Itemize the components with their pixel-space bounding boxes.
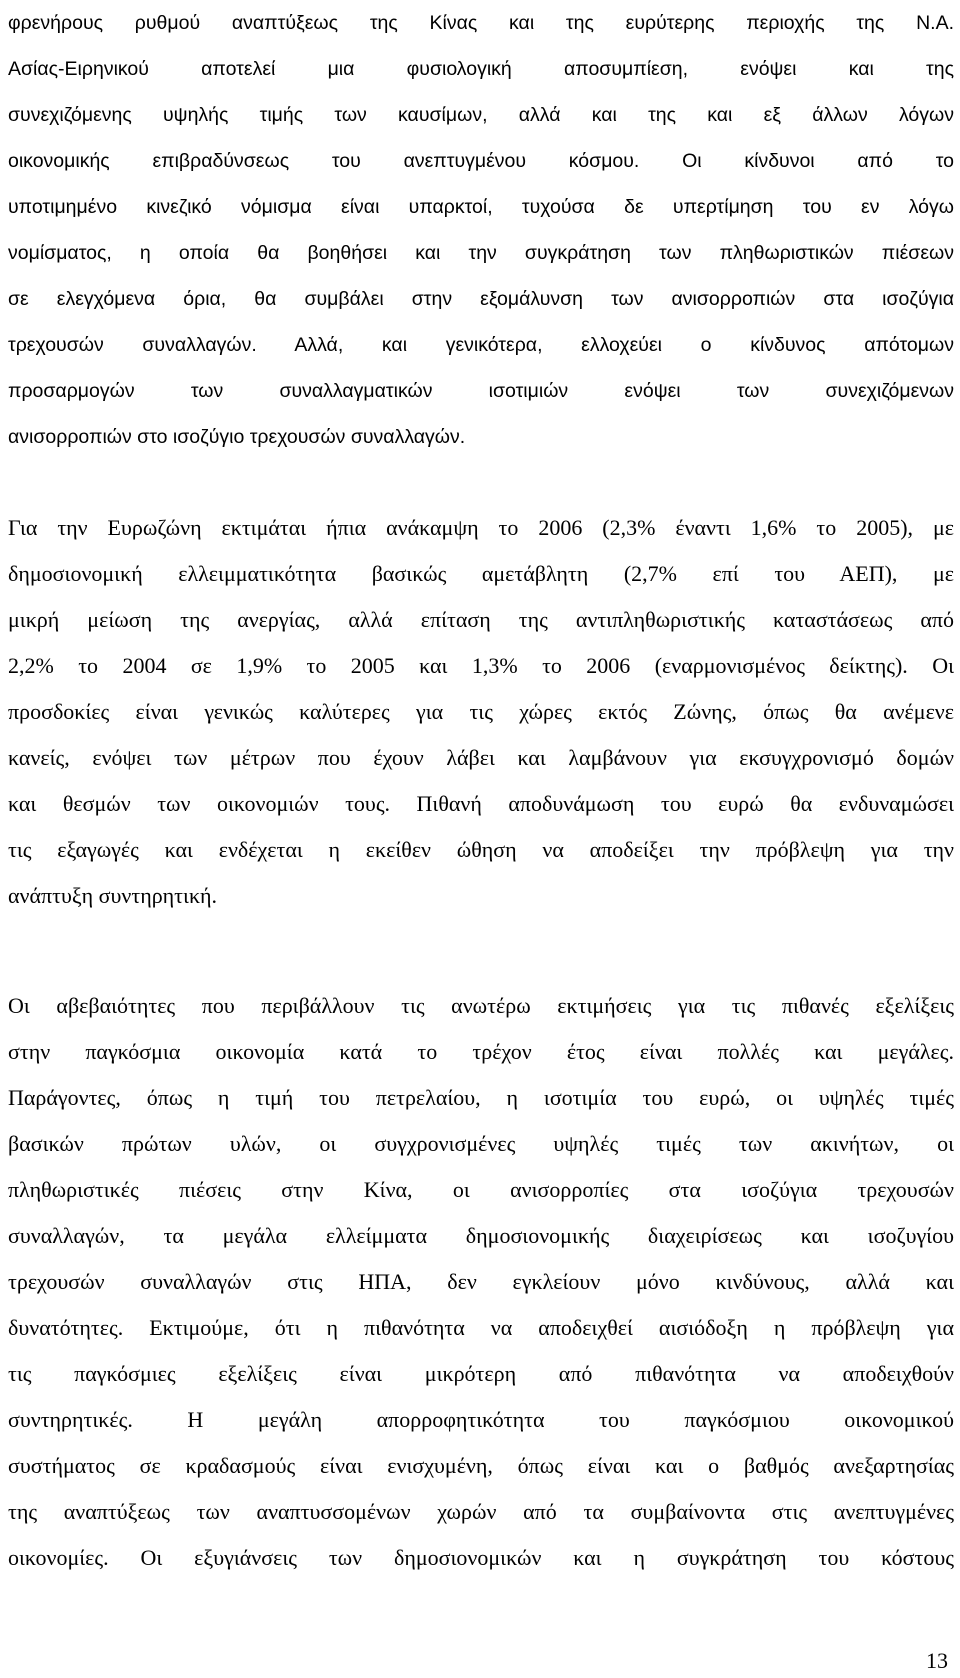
text-line: σε ελεγχόμενα όρια, θα συμβάλει στην εξομάλυνση των ανισορροπιών στα ισοζύγια bbox=[8, 288, 954, 310]
text-line: τρεχουσών συναλλαγών. Αλλά, και γενικότερα, ελλοχεύει ο κίνδυνος απότομων bbox=[8, 334, 954, 356]
text-line: προσαρμογών των συναλλαγματικών ισοτιμιών ενόψει των συνεχιζόμενων bbox=[8, 380, 954, 402]
text-line: δημοσιονομική ελλειμματικότητα βασικώς αμετάβλητη (2,7% επί του ΑΕΠ), με bbox=[8, 561, 954, 586]
text-line: 2,2% το 2004 σε 1,9% το 2005 και 1,3% το 2006 (εναρμονισμένος δείκτης). Οι bbox=[8, 653, 954, 678]
text-line: βασικών πρώτων υλών, οι συγχρονισμένες υψηλές τιμές των ακινήτων, οι bbox=[8, 1131, 954, 1156]
text-line: κανείς, ενόψει των μέτρων που έχουν λάβει και λαμβάνουν για εκσυγχρονισμό δομών bbox=[8, 745, 954, 770]
text-line: πληθωριστικές πιέσεις στην Κίνα, οι ανισορροπίες στα ισοζύγια τρεχουσών bbox=[8, 1177, 954, 1202]
text-line: Ασίας-Ειρηνικού αποτελεί μια φυσιολογική αποσυμπίεση, ενόψει και της bbox=[8, 58, 954, 80]
paragraph-uncertainties bbox=[8, 983, 954, 1581]
paragraph-eurozone bbox=[8, 505, 954, 919]
text-line: Παράγοντες, όπως η τιμή του πετρελαίου, η ισοτιμία του ευρώ, οι υψηλές τιμές bbox=[8, 1085, 954, 1110]
text-line: συντηρητικές. Η μεγάλη απορροφητικότητα του παγκόσμιου οικονομικού bbox=[8, 1407, 954, 1432]
page-number: 13 bbox=[926, 1648, 948, 1673]
text-line: ανάπτυξη συντηρητική. bbox=[8, 883, 218, 908]
text-line: Για την Ευρωζώνη εκτιμάται ήπια ανάκαμψη το 2006 (2,3% έναντι 1,6% το 2005), με bbox=[8, 515, 954, 540]
text-line: Οι αβεβαιότητες που περιβάλλουν τις ανωτέρω εκτιμήσεις για τις πιθανές εξελίξεις bbox=[8, 993, 954, 1018]
text-line: ανισορροπιών στο ισοζύγιο τρεχουσών συναλλαγών. bbox=[8, 426, 466, 448]
text-line: τρεχουσών συναλλαγών στις ΗΠΑ, δεν εγκλείουν μόνο κινδύνους, αλλά και bbox=[8, 1269, 954, 1294]
paragraph-china-asia-pacific bbox=[8, 0, 954, 460]
text-line: της αναπτύξεως των αναπτυσσομένων χωρών από τα συμβαίνοντα στις ανεπτυγμένες bbox=[8, 1499, 954, 1524]
text-line: φρενήρους ρυθμού αναπτύξεως της Κίνας και της ευρύτερης περιοχής της Ν.Α. bbox=[8, 12, 954, 34]
text-line: συνεχιζόμενης υψηλής τιμής των καυσίμων, αλλά και της και εξ άλλων λόγων bbox=[8, 104, 954, 126]
text-line: τις παγκόσμιες εξελίξεις είναι μικρότερη από πιθανότητα να αποδειχθούν bbox=[8, 1361, 954, 1386]
text-line: δυνατότητες. Εκτιμούμε, ότι η πιθανότητα να αποδειχθεί αισιόδοξη η πρόβλεψη για bbox=[8, 1315, 954, 1340]
text-line: και θεσμών των οικονομιών τους. Πιθανή αποδυνάμωση του ευρώ θα ενδυναμώσει bbox=[8, 791, 954, 816]
text-line: τις εξαγωγές και ενδέχεται η εκείθεν ώθηση να αποδείξει την πρόβλεψη για την bbox=[8, 837, 954, 862]
text-line: συστήματος σε κραδασμούς είναι ενισχυμένη, όπως είναι και ο βαθμός ανεξαρτησίας bbox=[8, 1453, 954, 1478]
text-line: νομίσματος, η οποία θα βοηθήσει και την συγκράτηση των πληθωριστικών πιέσεων bbox=[8, 242, 954, 264]
text-line: μικρή μείωση της ανεργίας, αλλά επίταση της αντιπληθωριστικής καταστάσεως από bbox=[8, 607, 954, 632]
text-line: στην παγκόσμια οικονομία κατά το τρέχον έτος είναι πολλές και μεγάλες. bbox=[8, 1039, 954, 1064]
text-line: οικονομικής επιβραδύνσεως του ανεπτυγμένου κόσμου. Οι κίνδυνοι από το bbox=[8, 150, 954, 172]
text-line: προσδοκίες είναι γενικώς καλύτερες για τις χώρες εκτός Ζώνης, όπως θα ανέμενε bbox=[8, 699, 954, 724]
text-line: υποτιμημένο κινεζικό νόμισμα είναι υπαρκτοί, τυχούσα δε υπερτίμηση του εν λόγω bbox=[8, 196, 954, 218]
text-line: οικονομίες. Οι εξυγιάνσεις των δημοσιονομικών και η συγκράτηση του κόστους bbox=[8, 1545, 954, 1570]
text-line: συναλλαγών, τα μεγάλα ελλείμματα δημοσιονομικής διαχειρίσεως και ισοζυγίου bbox=[8, 1223, 954, 1248]
